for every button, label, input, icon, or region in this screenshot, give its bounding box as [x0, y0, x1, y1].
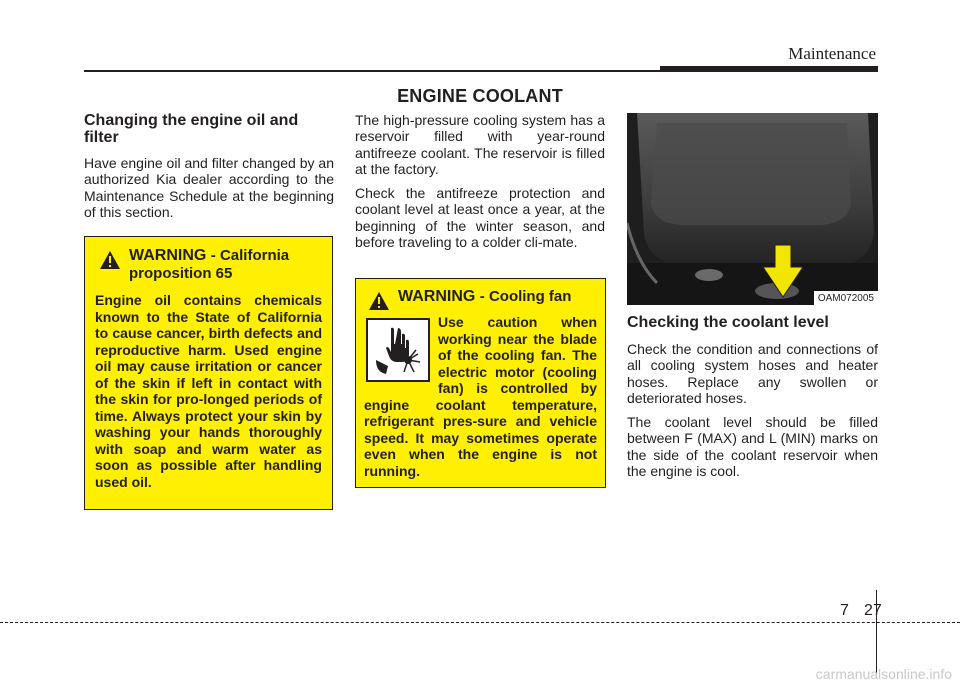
header-rule-thin: [84, 70, 664, 72]
warning-label: WARNING: [129, 247, 207, 264]
hose-check-paragraph: Check the condition and connections of all cooling system hoses and heater hoses. Replace any swollen or deteriorated hoses.: [627, 341, 878, 406]
oil-change-heading: Changing the engine oil and filter: [84, 112, 299, 146]
watermark-text: carmanualsonline.info: [815, 666, 952, 682]
page-number-value: 27: [864, 602, 882, 619]
warning-subtitle: - California proposition 65: [129, 247, 290, 282]
page-header-title: Maintenance: [788, 44, 876, 63]
coolant-level-paragraph: The coolant level should be filled between F (MAX) and L (MIN) marks on the side of the coolant reservoir when the engine is cool.: [627, 414, 878, 480]
warning-triangle-icon: [368, 291, 390, 311]
column-middle: [355, 112, 605, 250]
coolant-intro-paragraph: The high-pressure cooling system has a reservoir filled with year-round antifreeze coolant. The reservoir is filled at the factory.: [355, 112, 605, 177]
footer-dashed-rule: [0, 622, 960, 623]
column-left: [84, 112, 334, 220]
warning-body: Use caution when working near the blade of the cooling fan. The electric motor (cooling fan) is controlled by engine coolant temperature, refrigerant pres-sure and vehicle speed. It may sometimes operate even when the engine is not running.: [364, 314, 597, 479]
warning-label: WARNING: [398, 288, 476, 305]
column-right: [627, 314, 878, 479]
oil-change-paragraph: Have engine oil and filter changed by an authorized Kia dealer according to the Maintenance Schedule at the beginning of this section.: [84, 155, 334, 220]
coolant-level-heading: Checking the coolant level: [627, 314, 829, 331]
warning-body: Engine oil contains chemicals known to the State of California to cause cancer, birth defects and reproductive harm. Used engine oil may cause irritation or cancer of the skin if left in contact with the skin for pro-longed periods of time. Always protect your skin by washing your hands thoroughly with soap and warm water as soon as possible after handling used oil.: [95, 292, 322, 490]
warning-header: [364, 288, 597, 306]
photo-caption: OAM072005: [814, 291, 878, 305]
warning-triangle-icon: [99, 250, 121, 270]
warning-subtitle: - Cooling fan: [479, 288, 572, 305]
header-rule-thick: [660, 66, 878, 72]
hand-fan-warning-icon: [366, 318, 430, 382]
engine-cover-image: [627, 113, 878, 305]
warning-box-prop65: [84, 236, 333, 510]
warning-header: [95, 247, 322, 283]
section-title: ENGINE COOLANT: [397, 86, 563, 106]
chapter-number: 7: [840, 602, 849, 619]
engine-bay-photo: [627, 113, 878, 305]
antifreeze-check-paragraph: Check the antifreeze protection and coolant level at least once a year, at the beginning of the winter season, and before traveling to a colder cli-mate.: [355, 185, 605, 251]
warning-box-cooling-fan: [355, 278, 606, 488]
fan-blade-icon: [368, 320, 428, 380]
